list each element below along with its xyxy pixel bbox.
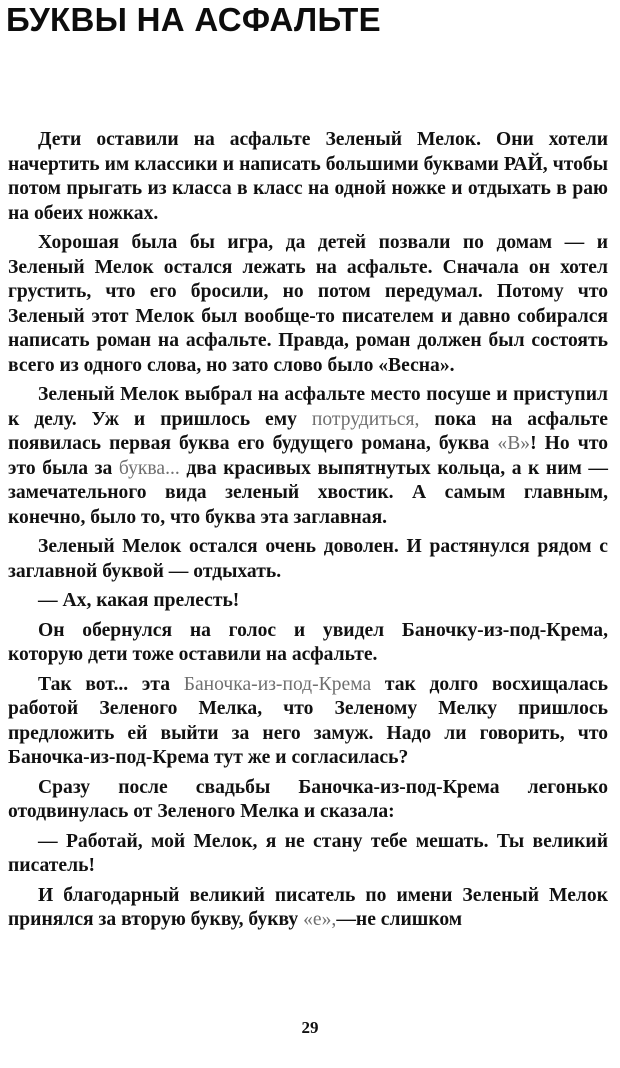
paragraph-5: — Ах, какая прелесть!: [38, 590, 240, 611]
paragraph-2: Хорошая была бы игра, да детей позвали по домам — и Зеленый Мелок остался лежать на асфальте. Сначала он хотел грустить, что его бросили, но потом передумал. Потому что Зеленый этот Мелок был вообще-то писателем и давно собирался написать роман на асфальте. Правда, роман должен был состоять всего из одного слова, но зато слово было «Весна».: [8, 232, 608, 376]
highlighted-letter: «В»: [497, 433, 531, 454]
paragraph-3: [8, 383, 608, 530]
paragraph-4: Зеленый Мелок остался очень доволен. И растянулся рядом с заглавной буквой — отдыхать.: [8, 536, 608, 582]
highlighted-word: Баночка-из-под-Крема: [183, 673, 372, 695]
body-text: [8, 128, 608, 938]
highlighted-word: буква...: [118, 457, 180, 479]
highlighted-word: потрудиться,: [311, 408, 420, 430]
paragraph-8: Сразу после свадьбы Баночка-из-под-Крема легонько отодвинулась от Зеленого Мелка и сказала:: [8, 776, 608, 822]
paragraph-10-post: —не слишком: [336, 909, 463, 930]
page-number: 29: [301, 1018, 319, 1037]
paragraph-7: [8, 673, 608, 771]
paragraph-7-pre: Так вот... эта: [38, 673, 184, 695]
paragraph-9: — Работай, мой Мелок, я не стану тебе мешать. Ты великий писатель!: [8, 830, 608, 876]
chapter-title: БУКВЫ НА АСФАЛЬТЕ: [6, 1, 381, 38]
paragraph-1: Дети оставили на асфальте Зеленый Мелок. Они хотели начертить им классики и написать большими буквами РАЙ, чтобы потом прыгать из класса в класс на одной ножке и отдыхать в раю на обеих ножках.: [8, 129, 608, 224]
paragraph-10-pre: И благодарный великий писатель по имени Зеленый Мелок принялся за вторую букву, букву: [8, 884, 608, 930]
paragraph-3-mid2: ! Но что это была за: [8, 433, 608, 479]
paragraph-3-post: два красивых выпятнутых кольца, а к ним — замечательного вида зеленый хвостик. А самым главным, конечно, было то, что буква эта заглавная.: [8, 457, 608, 528]
paragraph-3-pre: Зеленый Мелок выбрал на асфальте место посуше и приступил к делу. Уж и пришлось ему: [8, 384, 608, 430]
paragraph-3-mid: пока на асфальте появилась первая буква его будущего романа, буква: [8, 408, 608, 454]
paragraph-6: Он обернулся на голос и увидел Баночку-из-под-Крема, которую дети тоже оставили на асфальте.: [8, 619, 608, 665]
paragraph-7-post: так долго восхищалась работой Зеленого Мелка, что Зеленому Мелку пришлось предложить ей выйти за него замуж. Надо ли говорить, что Баночка-из-под-Крема тут же и согласилась?: [8, 673, 608, 768]
highlighted-letter: «е»,: [303, 909, 337, 930]
paragraph-10: [8, 884, 608, 933]
